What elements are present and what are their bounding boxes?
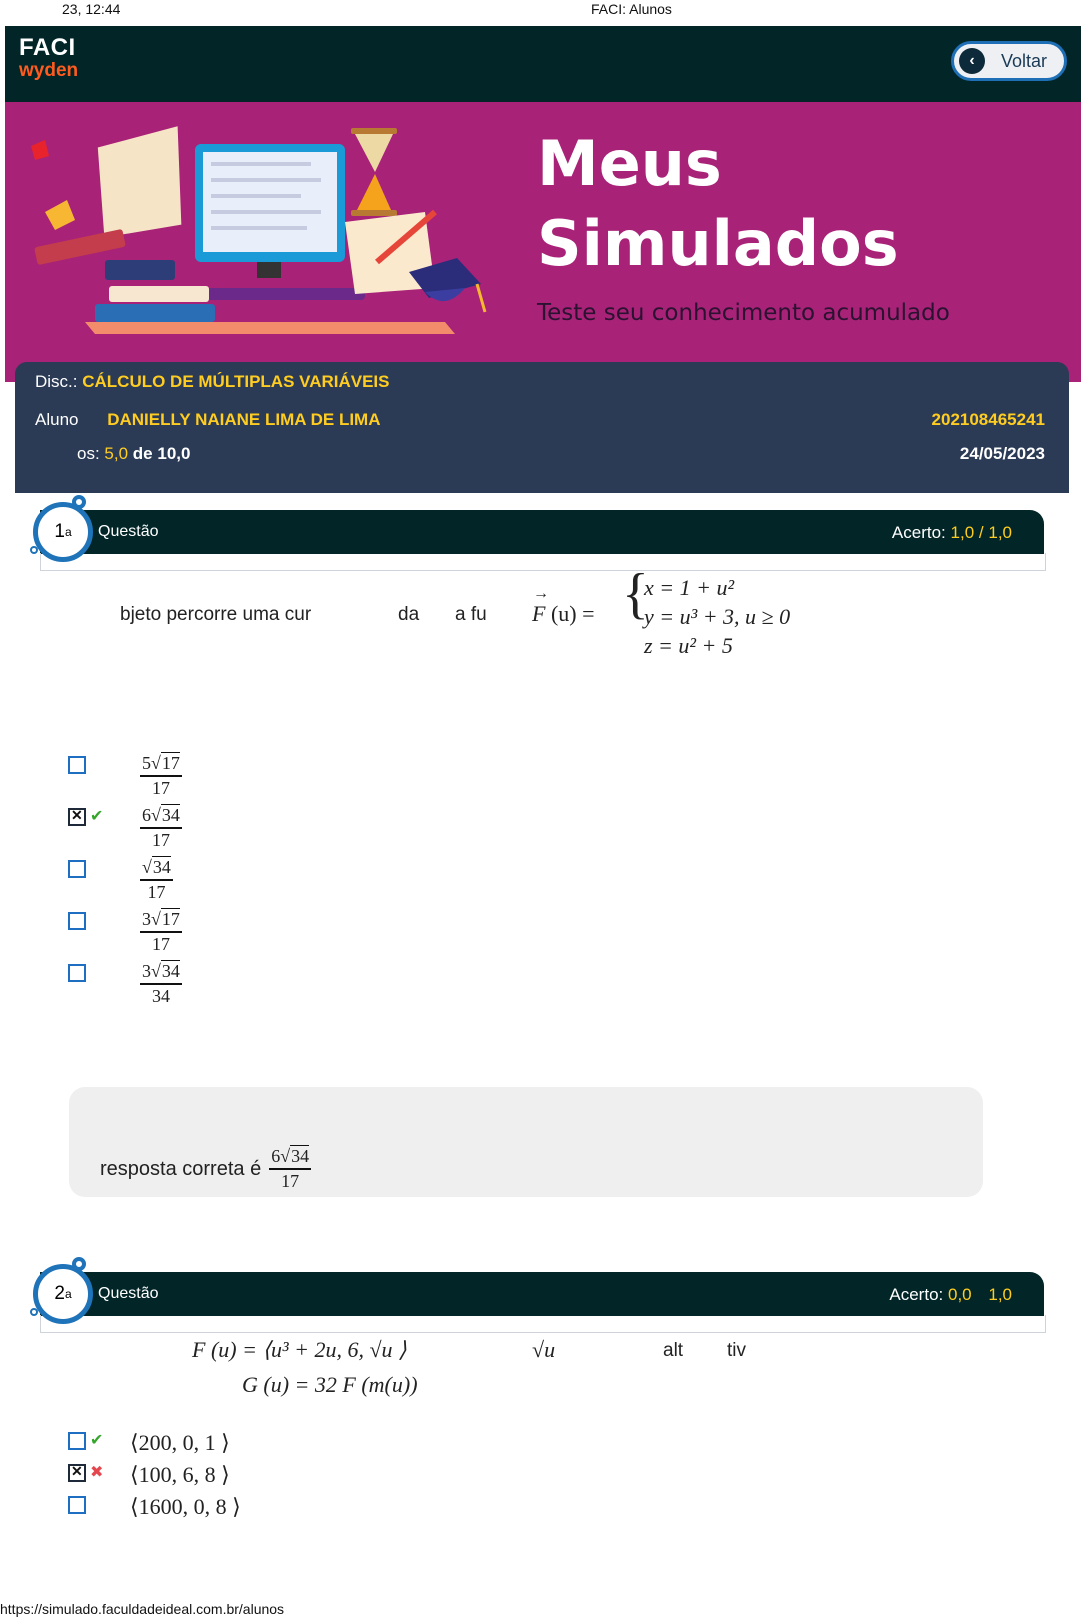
option-3[interactable]	[68, 1494, 241, 1520]
option-fraction: $\frac{3√17}{17}$	[142, 909, 180, 954]
back-button-label: Voltar	[1001, 50, 1048, 71]
option-4[interactable]	[68, 910, 182, 955]
ordinal-sup: a	[64, 1287, 72, 1301]
question-2-underline	[40, 1315, 1046, 1333]
answer-text: resposta correta é	[100, 1157, 262, 1180]
option-fraction: $\frac{6√34}{17}$	[142, 805, 180, 850]
question-2-label: Questão	[98, 1285, 159, 1302]
back-button[interactable]	[951, 41, 1067, 81]
question-1-score	[892, 523, 1012, 543]
logo-line1: FACI	[19, 34, 76, 61]
checkbox[interactable]	[68, 912, 86, 930]
discipline-row	[35, 372, 390, 392]
question-number: 1	[54, 521, 65, 542]
check-icon: ✔	[90, 1432, 104, 1449]
badge-dot	[72, 495, 86, 509]
question-1-badge	[33, 502, 93, 562]
score-separator: /	[978, 523, 984, 542]
score-label: Acerto:	[891, 523, 946, 542]
score-value: 5,0	[104, 444, 129, 463]
checkbox[interactable]	[68, 756, 86, 774]
chevron-left-icon: ‹	[959, 48, 985, 74]
sqrt-u: √u	[532, 1337, 556, 1362]
option-2[interactable]	[68, 1462, 230, 1488]
equation-y: y = u³ + 3, u ≥ 0	[644, 604, 791, 629]
badge-dot	[30, 546, 38, 554]
equation-system	[644, 573, 790, 660]
answer-fraction: $\frac{6√34}{17}$	[271, 1146, 310, 1191]
discipline-value: CÁLCULO DE MÚLTIPLAS VARIÁVEIS	[82, 372, 390, 391]
student-id: 202108465241	[931, 410, 1045, 429]
function-argument: (u) =	[550, 601, 595, 626]
question-number: 2	[54, 1283, 65, 1304]
checkbox[interactable]	[68, 1432, 86, 1450]
function-definition	[532, 585, 595, 627]
cross-icon: ✖	[90, 1464, 104, 1481]
correct-answer-line	[100, 1147, 311, 1192]
question-2-badge	[33, 1264, 93, 1324]
question-1-header	[40, 510, 1044, 554]
vector-f: → F	[532, 585, 549, 626]
checkbox[interactable]	[68, 1496, 86, 1514]
question-2-score	[889, 1285, 1012, 1305]
answer-explanation	[69, 1087, 983, 1197]
score-total: 1,0	[988, 523, 1012, 542]
badge-dot	[72, 1257, 86, 1271]
checked-checkbox[interactable]	[68, 808, 86, 826]
score-of: de 10,0	[132, 444, 191, 463]
option-text: ⟨1600, 0, 8 ⟩	[130, 1494, 241, 1519]
discipline-label: Disc.:	[35, 372, 78, 391]
option-1[interactable]	[68, 1430, 230, 1456]
option-fraction: $\frac{3√34}{34}$	[142, 961, 180, 1006]
checkbox[interactable]	[68, 964, 86, 982]
score-value: 0,0	[947, 1285, 972, 1304]
banner-subtitle: Teste seu conhecimento acumulado	[537, 300, 950, 326]
student-label: Aluno	[35, 410, 79, 429]
score-row	[77, 444, 190, 464]
title-line1: Meus	[537, 127, 722, 200]
exam-info-panel	[15, 362, 1069, 493]
badge-dot	[30, 1308, 38, 1316]
vector-f-expression: F (u) = ⟨u³ + 2u, 6, √u ⟩	[192, 1337, 407, 1362]
option-2[interactable]	[68, 806, 182, 851]
study-illustration	[25, 112, 505, 342]
option-text: ⟨100, 6, 8 ⟩	[130, 1462, 230, 1487]
logo-line2: wyden	[19, 60, 79, 81]
print-date: 23, 12:44	[62, 1, 121, 17]
option-text: ⟨200, 0, 1 ⟩	[130, 1430, 230, 1455]
vector-g-expression: G (u) = 32 F (m(u))	[242, 1372, 418, 1397]
option-fraction: $\frac{5√17}{17}$	[142, 753, 180, 798]
top-bar	[5, 26, 1081, 102]
equation-x: x = 1 + u²	[644, 575, 735, 600]
option-5[interactable]	[68, 962, 182, 1007]
print-footer-url: https://simulado.faculdadeideal.com.br/alunos	[0, 1601, 285, 1617]
title-line2: Simulados	[537, 207, 899, 280]
print-header	[0, 0, 1081, 22]
ordinal-sup: a	[64, 525, 72, 539]
stem-fragment-tiv: tiv	[727, 1340, 746, 1361]
checked-checkbox[interactable]	[68, 1464, 86, 1482]
score-label: os:	[77, 444, 100, 463]
left-brace: {	[622, 563, 649, 625]
question-1-stem-b: da	[398, 604, 420, 625]
option-3[interactable]	[68, 858, 173, 903]
question-1-label: Questão	[98, 523, 159, 540]
print-title: FACI: Alunos	[591, 1, 672, 17]
page-title	[537, 124, 899, 284]
question-1-stem-a: bjeto percorre uma cur	[120, 604, 312, 625]
question-1-underline	[40, 553, 1046, 571]
score-value: 1,0	[950, 523, 975, 542]
question-2-header	[40, 1272, 1044, 1316]
equation-z: z = u² + 5	[644, 633, 733, 658]
score-label: Acerto:	[889, 1285, 944, 1304]
question-1-stem-c: a fu	[455, 604, 487, 625]
hero-banner	[5, 102, 1081, 382]
exam-date: 24/05/2023	[959, 444, 1045, 463]
option-1[interactable]	[68, 754, 182, 799]
score-total: 1,0	[988, 1285, 1012, 1304]
option-fraction: $\frac{√34}{17}$	[142, 857, 171, 902]
check-icon: ✔	[90, 808, 104, 825]
stem-fragment-alt: alt	[663, 1340, 684, 1361]
checkbox[interactable]	[68, 860, 86, 878]
faci-wyden-logo[interactable]	[19, 36, 78, 80]
student-name: DANIELLY NAIANE LIMA DE LIMA	[107, 410, 381, 429]
student-row	[35, 410, 381, 430]
